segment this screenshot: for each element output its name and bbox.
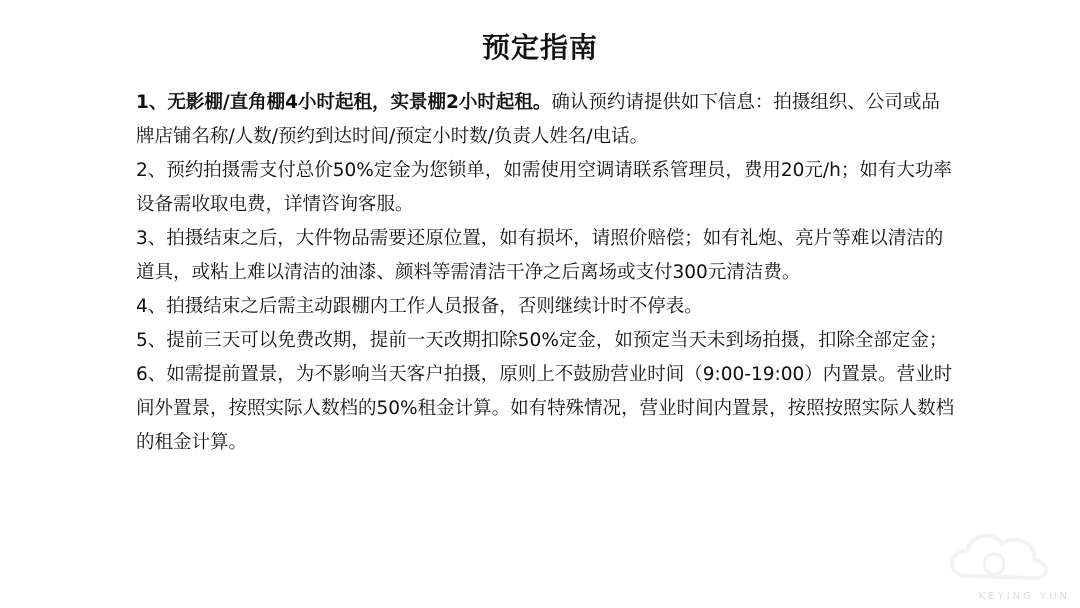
guide-item-5 [136,324,956,358]
guide-item-2-text: 2、预约拍摄需支付总价50%定金为您锁单，如需使用空调请联系管理员，费用20元/h；如有大功率设备需收取电费，详情咨询客服。 [136,160,952,215]
guide-item-1-text: 确认预约请提供如下信息：拍摄组织、公司或品牌店铺名称/人数/预约到达时间/预定小时数/负责人姓名/电话。 [136,92,940,147]
guide-item-3-text: 3、拍摄结束之后，大件物品需要还原位置，如有损坏，请照价赔偿；如有礼炮、亮片等难以清洁的道具，或粘上难以清洁的油漆、颜料等需清洁干净之后离场或支付300元清洁费。 [136,228,944,283]
page-title: 预定指南 [481,31,598,64]
watermark-text: KEYING YUN [978,591,1070,602]
guide-item-6 [136,358,956,460]
guide-item-2 [136,154,956,222]
guide-content [136,86,956,460]
cloud-logo-icon [932,516,1062,596]
guide-item-6-text: 6、如需提前置景，为不影响当天客户拍摄，原则上不鼓励营业时间（9:00-19:00）内置景。营业时间外置景，按照实际人数档的50%租金计算。如有特殊情况，营业时间内置景，按照按照实际人数档的租金计算。 [136,364,955,453]
guide-item-3 [136,222,956,290]
guide-item-1 [136,86,956,154]
guide-item-4 [136,290,956,324]
guide-item-1-bold: 1、无影棚/直角棚4小时起租，实景棚2小时起租。 [136,92,552,113]
guide-item-5-text: 5、提前三天可以免费改期，提前一天改期扣除50%定金，如预定当天未到场拍摄，扣除全部定金； [136,330,948,351]
guide-item-4-text: 4、拍摄结束之后需主动跟棚内工作人员报备，否则继续计时不停表。 [136,296,703,317]
